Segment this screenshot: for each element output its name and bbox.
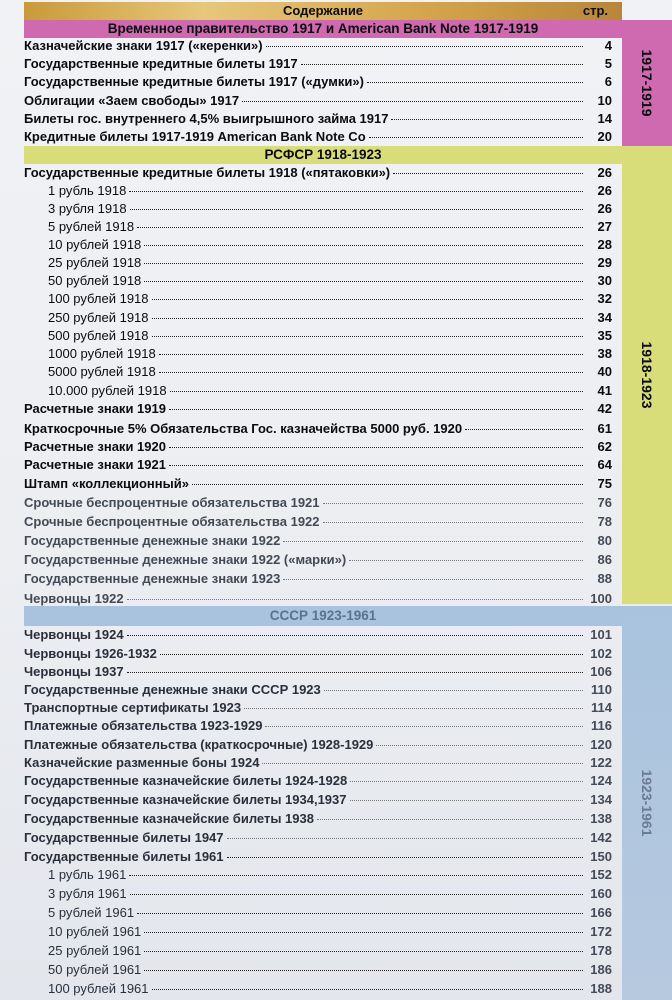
entry-page-number: 102: [590, 646, 612, 661]
entry-page-number: 150: [590, 849, 612, 864]
dot-leader: [160, 654, 583, 655]
entry-title: Государственные денежные знаки 1922: [24, 533, 281, 548]
entry-page-number: 62: [597, 439, 612, 454]
toc-subentry: [24, 904, 612, 922]
entry-page-number: 114: [591, 700, 612, 715]
entry-title: 5 рублей 1961: [48, 905, 135, 920]
entry-page-number: 80: [597, 533, 612, 548]
dot-leader: [152, 318, 583, 319]
dot-leader: [144, 951, 583, 952]
entry-title: 3 рубля 1961: [48, 886, 127, 901]
toc-subentry: [24, 290, 612, 308]
entry-title: Кредитные билеты 1917-1919 American Bank Note Co: [24, 129, 366, 144]
dot-leader: [227, 857, 583, 858]
entry-title: Государственные кредитные билеты 1918 («пятаковки»): [24, 165, 391, 180]
entry-page-number: 41: [597, 383, 612, 398]
dot-leader: [130, 894, 583, 895]
toc-subentry: [24, 200, 612, 218]
entry-page-number: 26: [597, 165, 612, 180]
toc-entry: [24, 626, 612, 644]
entry-page-number: 172: [590, 924, 612, 939]
dot-leader: [301, 64, 583, 65]
toc-entry: [24, 681, 612, 699]
dot-leader: [192, 484, 583, 485]
toc-subentry: [24, 327, 612, 345]
dot-leader: [349, 560, 583, 561]
dot-leader: [283, 541, 583, 542]
toc-subentry: [24, 866, 612, 884]
entry-title: Облигации «Заем свободы» 1917: [24, 93, 240, 108]
dot-leader: [369, 137, 583, 138]
entry-page-number: 134: [590, 792, 612, 807]
section-heading-rsfsr: [24, 146, 622, 164]
toc-entry: [24, 532, 612, 550]
entry-title: 10.000 рублей 1918: [48, 383, 167, 398]
dot-leader: [324, 690, 583, 691]
dot-leader: [144, 970, 583, 971]
entry-page-number: 86: [597, 552, 612, 567]
entry-title: Государственные казначейские билеты 1938: [24, 811, 314, 826]
toc-entry: [24, 110, 612, 128]
dot-leader: [127, 635, 583, 636]
entry-title: 10 рублей 1961: [48, 924, 142, 939]
dot-leader: [350, 800, 584, 801]
page-column-label: стр.: [582, 3, 608, 18]
dot-leader: [144, 263, 583, 264]
entry-page-number: 166: [590, 905, 612, 920]
dot-leader: [350, 781, 583, 782]
dot-leader: [262, 763, 583, 764]
toc-header: [24, 2, 622, 20]
dot-leader: [169, 409, 583, 410]
entry-page-number: 40: [597, 364, 612, 379]
entry-page-number: 101: [590, 627, 612, 642]
entry-title: Расчетные знаки 1920: [24, 439, 166, 454]
toc-entry: [24, 494, 612, 512]
toc-subentry: [24, 309, 612, 327]
entry-page-number: 42: [597, 401, 612, 416]
entry-page-number: 88: [597, 571, 612, 586]
side-tab-ussr: [622, 606, 672, 1000]
entry-page-number: 27: [597, 219, 612, 234]
entry-page-number: 124: [590, 773, 612, 788]
entry-page-number: 138: [590, 811, 612, 826]
dot-leader: [144, 281, 583, 282]
toc-title: Содержание: [282, 3, 364, 18]
entry-title: Казначейские знаки 1917 («керенки»): [24, 38, 263, 53]
toc-subentry: [24, 345, 612, 363]
dot-leader: [367, 82, 583, 83]
entry-page-number: 4: [604, 38, 612, 53]
toc-entry: [24, 456, 612, 474]
toc-subentry: [24, 182, 612, 200]
entry-page-number: 152: [590, 867, 612, 882]
entry-title: 100 рублей 1918: [48, 291, 149, 306]
entry-title: Государственные билеты 1947: [24, 830, 224, 845]
entry-page-number: 5: [604, 56, 612, 71]
entry-page-number: 142: [590, 830, 612, 845]
toc-subentry: [24, 942, 612, 960]
entry-page-number: 160: [590, 886, 612, 901]
entry-title: Расчетные знаки 1921: [24, 457, 166, 472]
entry-title: Червонцы 1922: [24, 591, 124, 606]
entry-page-number: 14: [597, 111, 612, 126]
entry-title: Государственные денежные знаки СССР 1923: [24, 682, 321, 697]
entry-page-number: 100: [590, 591, 612, 606]
dot-leader: [129, 191, 583, 192]
toc-entry: [24, 55, 612, 73]
dot-leader: [169, 447, 583, 448]
toc-entry: [24, 73, 612, 91]
toc-subentry: [24, 961, 612, 979]
entry-page-number: 110: [591, 682, 612, 697]
toc-entry: [24, 829, 612, 847]
entry-page-number: 10: [597, 93, 612, 108]
entry-title: Государственные билеты 1961: [24, 849, 224, 864]
entry-page-number: 75: [597, 476, 612, 491]
toc-subentry: [24, 885, 612, 903]
entry-title: Срочные беспроцентные обязательства 1922: [24, 514, 320, 529]
entry-page-number: 29: [597, 255, 612, 270]
toc-entry: [24, 513, 612, 531]
entry-title: 5 рублей 1918: [48, 219, 135, 234]
entry-title: 1 рубль 1918: [48, 183, 127, 198]
dot-leader: [169, 465, 583, 466]
entry-page-number: 26: [597, 201, 612, 216]
entry-title: 25 рублей 1918: [48, 255, 142, 270]
side-tab-1917: [622, 20, 672, 146]
dot-leader: [152, 989, 583, 990]
dot-leader: [265, 726, 583, 727]
entry-page-number: 26: [597, 183, 612, 198]
entry-title: 10 рублей 1918: [48, 237, 142, 252]
entry-title: Государственные кредитные билеты 1917 («думки»): [24, 74, 364, 89]
entry-title: Государственные казначейские билеты 1924-1928: [24, 773, 348, 788]
dot-leader: [159, 372, 583, 373]
entry-title: Расчетные знаки 1919: [24, 401, 166, 416]
dot-leader: [283, 579, 583, 580]
entry-title: Государственные казначейские билеты 1934,1937: [24, 792, 347, 807]
entry-title: 250 рублей 1918: [48, 310, 149, 325]
dot-leader: [465, 429, 583, 430]
toc-entry: [24, 663, 612, 681]
toc-subentry: [24, 363, 612, 381]
dot-leader: [170, 391, 583, 392]
entry-title: Срочные беспроцентные обязательства 1921: [24, 495, 320, 510]
entry-page-number: 28: [597, 237, 612, 252]
toc-entry: [24, 164, 612, 182]
entry-title: 50 рублей 1918: [48, 273, 142, 288]
entry-page-number: 61: [597, 421, 612, 436]
dot-leader: [159, 354, 583, 355]
toc-entry: [24, 420, 612, 438]
entry-page-number: 64: [597, 457, 612, 472]
entry-page-number: 30: [597, 273, 612, 288]
side-tab-label-ussr: 1923-1961: [639, 769, 655, 837]
toc-entry: [24, 128, 612, 146]
entry-title: Червонцы 1937: [24, 664, 124, 679]
section-title-rsfsr: РСФСР 1918-1923: [264, 147, 382, 162]
side-tab-rsfsr: [622, 146, 672, 604]
entry-title: 500 рублей 1918: [48, 328, 149, 343]
section-title-1917: Временное правительство 1917 и American Bank Note 1917-1919: [107, 21, 539, 36]
toc-subentry: [24, 218, 612, 236]
entry-title: 25 рублей 1961: [48, 943, 142, 958]
toc-entry: [24, 438, 612, 456]
entry-page-number: 116: [591, 718, 612, 733]
toc-subentry: [24, 923, 612, 941]
dot-leader: [323, 522, 583, 523]
dot-leader: [376, 745, 583, 746]
entry-page-number: 78: [597, 514, 612, 529]
dot-leader: [137, 227, 583, 228]
toc-subentry: [24, 254, 612, 272]
section-heading-1917: [24, 20, 622, 38]
entry-title: 1 рубль 1961: [48, 867, 127, 882]
dot-leader: [244, 708, 583, 709]
toc-entry: [24, 400, 612, 418]
dot-leader: [227, 838, 583, 839]
toc-subentry: [24, 236, 612, 254]
dot-leader: [127, 672, 583, 673]
dot-leader: [152, 299, 583, 300]
entry-title: Червонцы 1924: [24, 627, 124, 642]
section-heading-ussr: [24, 606, 622, 626]
entry-page-number: 34: [597, 310, 612, 325]
entry-title: Транспортные сертификаты 1923: [24, 700, 242, 715]
entry-title: 3 рубля 1918: [48, 201, 127, 216]
entry-page-number: 32: [597, 291, 612, 306]
entry-page-number: 122: [590, 755, 612, 770]
toc-entry: [24, 590, 612, 608]
entry-title: Платежные обязательства 1923-1929: [24, 718, 263, 733]
dot-leader: [242, 101, 583, 102]
entry-page-number: 120: [590, 737, 612, 752]
entry-title: Платежные обязательства (краткосрочные) 1928-1929: [24, 737, 374, 752]
entry-page-number: 38: [597, 346, 612, 361]
entry-page-number: 188: [590, 981, 612, 996]
toc-entry: [24, 848, 612, 866]
entry-page-number: 186: [590, 962, 612, 977]
toc-entry: [24, 475, 612, 493]
toc-entry: [24, 37, 612, 55]
dot-leader: [130, 209, 583, 210]
toc-entry: [24, 754, 612, 772]
dot-leader: [323, 503, 583, 504]
entry-title: Билеты гос. внутреннего 4,5% выигрышного займа 1917: [24, 111, 389, 126]
entry-page-number: 20: [597, 129, 612, 144]
dot-leader: [152, 336, 583, 337]
section-title-ussr: СССР 1923-1961: [269, 608, 377, 623]
dot-leader: [393, 173, 583, 174]
dot-leader: [144, 245, 583, 246]
toc-subentry: [24, 382, 612, 400]
dot-leader: [129, 875, 583, 876]
entry-title: 50 рублей 1961: [48, 962, 142, 977]
toc-entry: [24, 717, 612, 735]
toc-entry: [24, 645, 612, 663]
dot-leader: [317, 819, 583, 820]
toc-entry: [24, 699, 612, 717]
side-tab-label-rsfsr: 1918-1923: [639, 341, 655, 409]
side-tab-label-1917: 1917-1919: [639, 49, 655, 117]
entry-title: Краткосрочные 5% Обязательства Гос. казначейства 5000 руб. 1920: [24, 421, 463, 436]
entry-title: 5000 рублей 1918: [48, 364, 156, 379]
dot-leader: [391, 119, 583, 120]
entry-title: 1000 рублей 1918: [48, 346, 156, 361]
toc-entry: [24, 772, 612, 790]
toc-entry: [24, 551, 612, 569]
toc-subentry: [24, 980, 612, 998]
toc-entry: [24, 810, 612, 828]
toc-entry: [24, 570, 612, 588]
entry-title: Червонцы 1926-1932: [24, 646, 157, 661]
entry-title: Штамп «коллекционный»: [24, 476, 189, 491]
dot-leader: [127, 599, 583, 600]
entry-title: 100 рублей 1961: [48, 981, 149, 996]
entry-page-number: 6: [604, 74, 612, 89]
entry-page-number: 76: [597, 495, 612, 510]
entry-page-number: 35: [597, 328, 612, 343]
entry-page-number: 178: [590, 943, 612, 958]
dot-leader: [144, 932, 583, 933]
toc-subentry: [24, 272, 612, 290]
dot-leader: [266, 46, 583, 47]
toc-entry: [24, 92, 612, 110]
entry-title: Государственные денежные знаки 1923: [24, 571, 281, 586]
toc-entry: [24, 791, 612, 809]
entry-title: Казначейские разменные боны 1924: [24, 755, 260, 770]
entry-page-number: 106: [590, 664, 612, 679]
entry-title: Государственные кредитные билеты 1917: [24, 56, 298, 71]
entry-title: Государственные денежные знаки 1922 («марки»): [24, 552, 347, 567]
toc-entry: [24, 736, 612, 754]
dot-leader: [137, 913, 583, 914]
